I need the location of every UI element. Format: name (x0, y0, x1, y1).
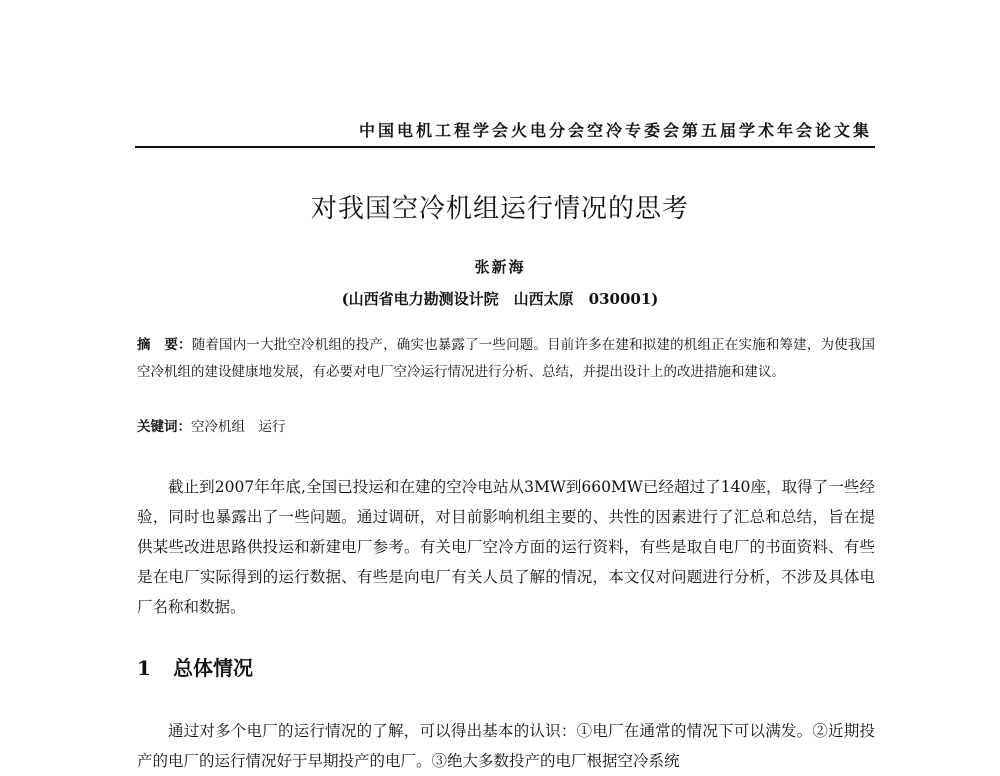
section-title: 总体情况 (173, 656, 253, 680)
intro-paragraph: 截止到2007年年底,全国已投运和在建的空冷电站从3MW到660MW已经超过了140座，取得了一些经验，同时也暴露出了一些问题。通过调研，对目前影响机组主要的、共性的因素进行了汇总和总结，旨在提供某些改进思路供投运和新建电厂参考。有关电厂空冷方面的运行资料，有些是取自电厂的书面资料、有些是在电厂实际得到的运行数据、有些是向电厂有关人员了解的情况，本文仅对问题进行分析，不涉及具体电厂名称和数据。 (137, 478, 875, 616)
paper-title: 对我国空冷机组运行情况的思考 (310, 194, 689, 224)
keywords-text: 空冷机组 运行 (191, 419, 286, 435)
abstract-label: 摘 要： (137, 337, 192, 353)
header-rule (135, 146, 875, 148)
abstract-text: 随着国内一大批空冷机组的投产，确实也暴露了一些问题。目前许多在建和拟建的机组正在实施和筹建，为使我国空冷机组的建设健康地发展，有必要对电厂空冷运行情况进行分析、总结，并提出设计上的改进措施和建议。 (137, 337, 876, 380)
section-number: 1 (137, 656, 151, 680)
section-1-paragraph: 通过对多个电厂的运行情况的了解，可以得出基本的认识：①电厂在通常的情况下可以满发。②近期投产的电厂的运行情况好于早期投产的电厂。③绝大多数投产的电厂根据空冷系统 (137, 722, 875, 770)
abstract (137, 332, 875, 386)
keywords-label: 关键词： (137, 419, 191, 435)
running-header: 中国电机工程学会火电分会空冷专委会第五届学术年会论文集 (358, 121, 872, 140)
section-heading (137, 652, 253, 681)
author-name: 张新海 (474, 258, 526, 276)
keywords (137, 414, 875, 441)
author-affiliation: (山西省电力勘测设计院 山西太原 030001) (341, 290, 659, 308)
